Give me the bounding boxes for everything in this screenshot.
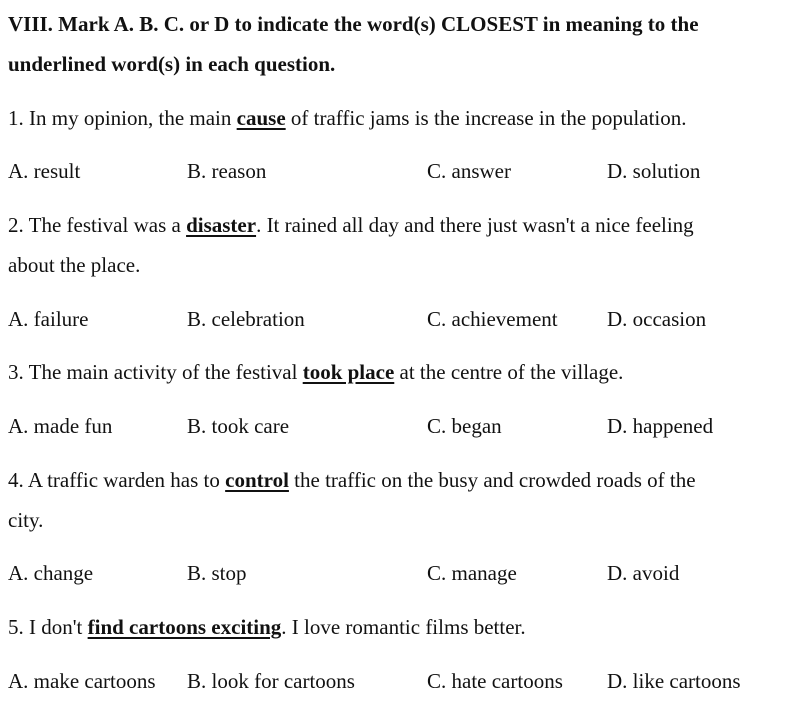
question-3-text-before: 3. The main activity of the festival <box>8 360 303 384</box>
instruction-heading-line-2: underlined word(s) in each question. <box>8 52 336 76</box>
question-5-option-a[interactable]: A. make cartoons <box>8 669 156 693</box>
question-4-option-a[interactable]: A. change <box>8 561 94 585</box>
question-4-stem-continuation: city. <box>8 508 44 532</box>
question-1-keyword: cause <box>236 106 286 130</box>
question-1-options <box>0 159 790 183</box>
instruction-heading-line-1: VIII. Mark A. B. C. or D to indicate the word(s) CLOSEST in meaning to the <box>8 12 699 36</box>
question-3-stem <box>8 360 623 384</box>
question-4-option-d[interactable]: D. avoid <box>607 561 680 585</box>
question-5-option-b[interactable]: B. look for cartoons <box>187 669 355 693</box>
question-2-stem-continuation: about the place. <box>8 253 141 277</box>
question-2-stem <box>8 213 694 237</box>
question-1-text-after: of traffic jams is the increase in the population. <box>285 106 687 130</box>
question-4-option-c[interactable]: C. manage <box>427 561 517 585</box>
question-1-option-b[interactable]: B. reason <box>187 159 267 183</box>
question-5-keyword: find cartoons exciting <box>87 615 282 639</box>
question-2-text-before: 2. The festival was a <box>8 213 187 237</box>
question-2-option-c[interactable]: C. achievement <box>427 307 558 331</box>
question-4-options <box>0 561 790 585</box>
question-3-text-after: at the centre of the village. <box>394 360 624 384</box>
question-3-option-d[interactable]: D. happened <box>607 414 714 438</box>
question-1-option-a[interactable]: A. result <box>8 159 81 183</box>
question-5-option-d[interactable]: D. like cartoons <box>607 669 741 693</box>
question-1-stem <box>8 106 686 130</box>
question-2-option-b[interactable]: B. celebration <box>187 307 305 331</box>
question-3-option-c[interactable]: C. began <box>427 414 502 438</box>
question-2-keyword: disaster <box>186 213 257 237</box>
question-4-text-before: 4. A traffic warden has to <box>8 468 226 492</box>
question-2-options <box>0 307 790 331</box>
question-4-text-after: the traffic on the busy and crowded roads of the <box>288 468 696 492</box>
question-3-option-b[interactable]: B. took care <box>187 414 290 438</box>
question-3-keyword: took place <box>302 360 395 384</box>
question-5-text-after: . I love romantic films better. <box>281 615 526 639</box>
question-1-option-c[interactable]: C. answer <box>427 159 511 183</box>
question-4-keyword: control <box>225 468 289 492</box>
question-4-stem <box>8 468 696 492</box>
question-4-option-b[interactable]: B. stop <box>187 561 247 585</box>
question-5-option-c[interactable]: C. hate cartoons <box>427 669 563 693</box>
question-5-text-before: 5. I don't <box>8 615 88 639</box>
question-2-option-a[interactable]: A. failure <box>8 307 89 331</box>
question-2-option-d[interactable]: D. occasion <box>607 307 707 331</box>
question-2-text-after: . It rained all day and there just wasn't a nice feeling <box>256 213 694 237</box>
question-1-option-d[interactable]: D. solution <box>607 159 701 183</box>
question-3-option-a[interactable]: A. made fun <box>8 414 113 438</box>
question-1-text-before: 1. In my opinion, the main <box>8 106 237 130</box>
question-5-stem <box>8 615 526 639</box>
question-3-options <box>0 414 790 438</box>
question-5-options <box>0 669 790 693</box>
